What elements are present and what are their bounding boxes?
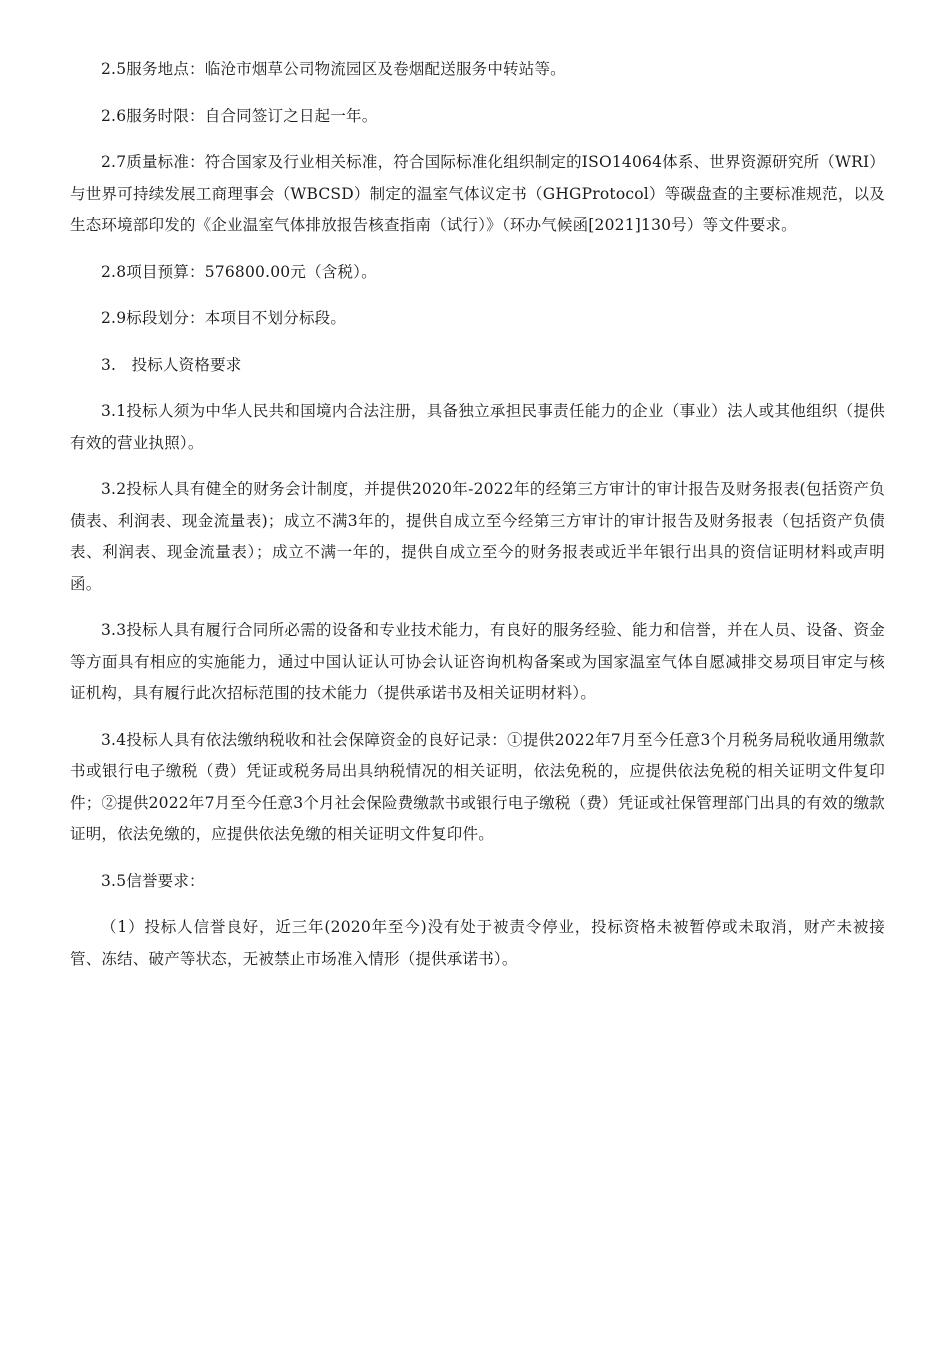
paragraph-requirement-3-2: 3.2投标人具有健全的财务会计制度，并提供2020年-2022年的经第三方审计的审计报告及财务报表(包括资产负债表、利润表、现金流量表)；成立不满3年的，提供自成立至今经第三方审计的审计报告及财务报表（包括资产负债表、利润表、现金流量表）；成立不满一年的，提供自成立至今的财务报表或近半年银行出具的资信证明材料或声明函。 <box>70 480 885 593</box>
section-heading-bidder-qualifications: 3. 投标人资格要求 <box>101 355 242 374</box>
paragraph-service-period: 2.6服务时限：自合同签订之日起一年。 <box>101 106 378 125</box>
document-body <box>70 54 885 990</box>
paragraph-project-budget: 2.8项目预算：576800.00元（含税）。 <box>101 262 377 281</box>
paragraph-requirement-3-4: 3.4投标人具有依法缴纳税收和社会保障资金的良好记录：①提供2022年7月至今任意3个月税务局税收通用缴款书或银行电子缴税（费）凭证或税务局出具纳税情况的相关证明，依法免税的，应提供依法免税的相关证明文件复印件；②提供2022年7月至今任意3个月社会保险费缴款书或银行电子缴税（费）凭证或社保管理部门出具的有效的缴款证明，依法免缴的，应提供依法免缴的相关证明文件复印件。 <box>70 730 885 843</box>
paragraph-credit-item-1: （1）投标人信誉良好，近三年(2020年至今)没有处于被责令停业，投标资格未被暂停或未取消，财产未被接管、冻结、破产等状态，无被禁止市场准入情形（提供承诺书）。 <box>70 918 885 968</box>
paragraph-lot-division: 2.9标段划分：本项目不划分标段。 <box>101 309 347 327</box>
paragraph-quality-standard: 2.7质量标准：符合国家及行业相关标准，符合国际标准化组织制定的ISO14064体系、世界资源研究所（WRI）与世界可持续发展工商理事会（WBCSD）制定的温室气体议定书（GHGProtocol）等碳盘查的主要标准规范，以及生态环境部印发的《企业温室气体排放报告核查指南（试行）》（环办气候函[2021]130号）等文件要求。 <box>70 153 885 234</box>
paragraph-requirement-3-1: 3.1投标人须为中华人民共和国境内合法注册，具备独立承担民事责任能力的企业（事业）法人或其他组织（提供有效的营业执照）。 <box>70 402 885 452</box>
paragraph-requirement-3-3: 3.3投标人具有履行合同所必需的设备和专业技术能力，有良好的服务经验、能力和信誉，并在人员、设备、资金等方面具有相应的实施能力，通过中国认证认可协会认证咨询机构备案或为国家温室气体自愿减排交易项目审定与核证机构，具有履行此次招标范围的技术能力（提供承诺书及相关证明材料）。 <box>70 621 885 702</box>
paragraph-service-location: 2.5服务地点：临沧市烟草公司物流园区及卷烟配送服务中转站等。 <box>101 60 566 78</box>
paragraph-requirement-3-5: 3.5信誉要求： <box>101 871 205 890</box>
